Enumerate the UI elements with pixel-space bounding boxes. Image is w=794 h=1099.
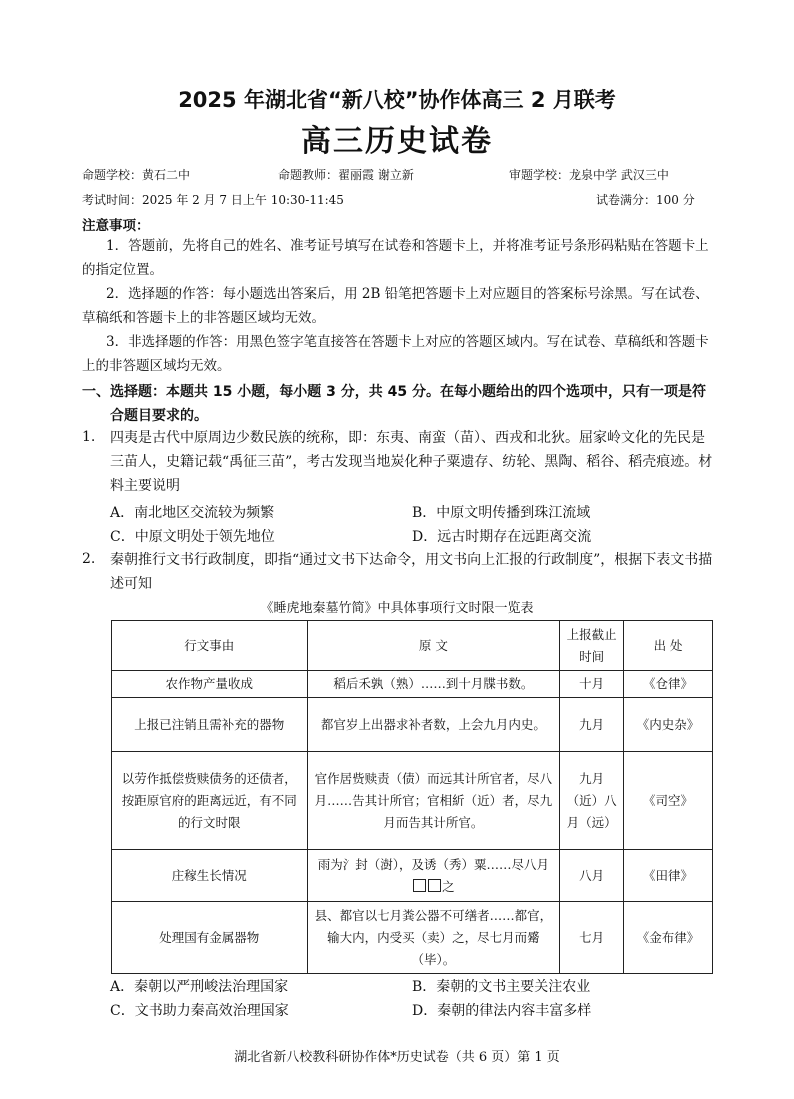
meta-time: 考试时间：2025 年 2 月 7 日上午 10:30-11:45 bbox=[82, 193, 344, 207]
cell-deadline: 九月（近）八月（远） bbox=[560, 752, 624, 850]
q2-option-b[interactable]: B．秦朝的文书主要关注农业 bbox=[412, 979, 591, 995]
cell-text: 稻后禾孰（熟）……到十月牒书数。 bbox=[307, 671, 560, 698]
cell-text-pre: 雨为氵封（澍），及诱（秀）粟……尽八月 bbox=[317, 856, 550, 872]
cell-text: 县、都官以七月粪公器不可缮者……都官，输大内，内受买（卖）之，尽七月而觱（毕）。 bbox=[307, 902, 560, 974]
paper-title: 高三历史试卷 bbox=[301, 124, 493, 159]
cell-source: 《仓律》 bbox=[624, 671, 713, 698]
cell-text-post: 之 bbox=[442, 878, 455, 894]
meta-teachers: 命题教师：翟丽霞 谢立新 bbox=[278, 168, 414, 182]
q1-option-c[interactable]: C．中原文明处于领先地位 bbox=[110, 529, 275, 545]
notes-title: 注意事项： bbox=[82, 218, 150, 234]
q1-option-d[interactable]: D．远古时期存在远距离交流 bbox=[412, 529, 592, 545]
q2-number: 2. bbox=[82, 551, 96, 567]
cell-reason: 处理国有金属器物 bbox=[112, 902, 308, 974]
q1-number: 1. bbox=[82, 429, 96, 445]
q2-option-d[interactable]: D．秦朝的律法内容丰富多样 bbox=[412, 1003, 592, 1019]
cell-deadline: 八月 bbox=[560, 850, 624, 902]
cell-deadline: 九月 bbox=[560, 698, 624, 752]
table-row bbox=[112, 850, 713, 902]
cell-reason: 农作物产量收成 bbox=[112, 671, 308, 698]
cell-source: 《金布律》 bbox=[624, 902, 713, 974]
table-row bbox=[112, 671, 713, 698]
cell-text: 都官岁上出器求补者数，上会九月内史。 bbox=[307, 698, 560, 752]
header-text: 原 文 bbox=[307, 621, 560, 671]
table-row bbox=[112, 752, 713, 850]
cell-source: 《司空》 bbox=[624, 752, 713, 850]
q2-option-c[interactable]: C．文书助力秦高效治理国家 bbox=[110, 1003, 289, 1019]
q1-option-b[interactable]: B．中原文明传播到珠江流域 bbox=[412, 505, 591, 521]
missing-character-box bbox=[428, 879, 441, 892]
cell-reason: 庄稼生长情况 bbox=[112, 850, 308, 902]
meta-review: 审题学校：龙泉中学 武汉三中 bbox=[509, 168, 669, 182]
cell-deadline: 十月 bbox=[560, 671, 624, 698]
table-row bbox=[112, 698, 713, 752]
cell-deadline: 七月 bbox=[560, 902, 624, 974]
meta-school: 命题学校：黄石二中 bbox=[82, 168, 191, 182]
section-heading: 一、选择题：本题共 15 小题，每小题 3 分，共 45 分。在每小题给出的四个选项中，只有一项是符合题目要求的。 bbox=[82, 384, 706, 424]
cell-text bbox=[307, 850, 560, 902]
table-header-row bbox=[112, 621, 713, 671]
cell-text: 官作居赀赎责（债）而远其计所官者，尽八月……告其计所官；官相紤（近）者，尽九月而告其计所官。 bbox=[307, 752, 560, 850]
meta-score: 试卷满分：100 分 bbox=[596, 193, 695, 207]
q1-option-a[interactable]: A．南北地区交流较为频繁 bbox=[110, 505, 275, 521]
page-footer: 湖北省新八校教科研协作体*历史试卷（共 6 页）第 1 页 bbox=[234, 1050, 560, 1065]
cell-reason: 以劳作抵偿赀赎债务的还债者，按距原官府的距离远近，有不同的行文时限 bbox=[112, 752, 308, 850]
exam-title: 2025 年湖北省“新八校”协作体高三 2 月联考 bbox=[178, 88, 616, 112]
q2-stem: 秦朝推行文书行政制度，即指“通过文书下达命令，用文书向上汇报的行政制度”，根据下表文书描述可知 bbox=[110, 552, 713, 592]
table-caption: 《睡虎地秦墓竹简》中具体事项行文时限一览表 bbox=[260, 601, 534, 616]
note-item-2: 2．选择题的作答：每小题选出答案后，用 2B 铅笔把答题卡上对应题目的答案标号涂黑。写在试卷、草稿纸和答题卡上的非答题区域均无效。 bbox=[82, 286, 709, 326]
header-reason: 行文事由 bbox=[112, 621, 308, 671]
document-deadline-table bbox=[111, 620, 713, 974]
q1-stem: 四夷是古代中原周边少数民族的统称，即：东夷、南蛮（苗）、西戎和北狄。屈家岭文化的先民是三苗人，史籍记载“禹征三苗”，考古发现当地炭化种子粟遗存、纺轮、黑陶、稻谷、稻壳痕迹。材料主要说明 bbox=[110, 430, 713, 494]
header-source: 出 处 bbox=[624, 621, 713, 671]
missing-character-box bbox=[413, 879, 426, 892]
table-row bbox=[112, 902, 713, 974]
note-item-1: 1．答题前，先将自己的姓名、准考证号填写在试卷和答题卡上，并将准考证号条形码粘贴在答题卡上的指定位置。 bbox=[82, 238, 709, 278]
q2-option-a[interactable]: A．秦朝以严刑峻法治理国家 bbox=[110, 979, 289, 995]
header-deadline: 上报截止时间 bbox=[560, 621, 624, 671]
note-item-3: 3．非选择题的作答：用黑色签字笔直接答在答题卡上对应的答题区域内。写在试卷、草稿纸和答题卡上的非答题区域均无效。 bbox=[82, 334, 709, 374]
cell-reason: 上报已注销且需补充的器物 bbox=[112, 698, 308, 752]
cell-source: 《内史杂》 bbox=[624, 698, 713, 752]
cell-source: 《田律》 bbox=[624, 850, 713, 902]
